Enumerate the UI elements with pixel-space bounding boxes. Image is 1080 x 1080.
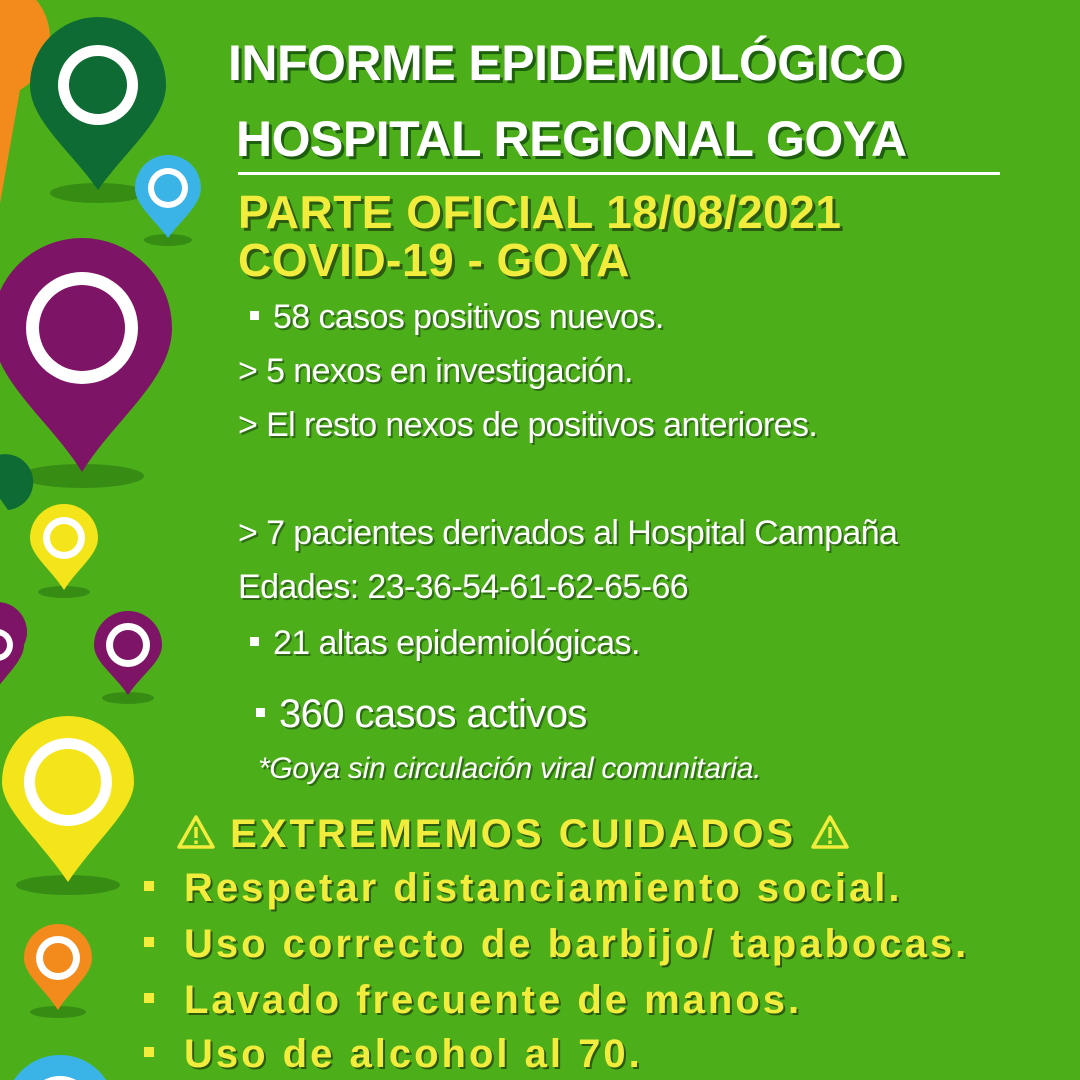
care-tip-item	[144, 1032, 643, 1077]
map-pin-icon	[24, 924, 92, 1018]
care-title: EXTREMEMOS CUIDADOS	[230, 812, 797, 856]
discharges-line	[250, 624, 640, 663]
bullet-icon	[144, 993, 154, 1003]
official-report-date: PARTE OFICIAL 18/08/2021	[238, 186, 842, 238]
report-title-line1: INFORME EPIDEMIOLÓGICO	[228, 35, 904, 91]
circulation-note: *Goya sin circulación viral comunitaria.	[258, 752, 762, 785]
bullet-icon	[256, 708, 265, 717]
care-tip-text: Uso de alcohol al 70.	[184, 1032, 643, 1076]
map-pin-icon	[30, 504, 98, 598]
care-tip-item	[144, 866, 902, 911]
bullet-icon	[250, 637, 259, 646]
bullet-icon	[250, 311, 259, 320]
map-pin-icon	[2, 716, 134, 895]
map-pin-icon	[94, 611, 162, 704]
map-pins-decoration	[0, 0, 260, 1080]
map-pin-icon	[0, 0, 50, 260]
map-pin-icon	[0, 602, 27, 695]
care-tip-item	[144, 922, 969, 967]
map-pin-icon	[135, 155, 201, 246]
map-pin-icon	[5, 1055, 115, 1080]
warning-icon	[176, 814, 216, 850]
care-tip-text: Respetar distanciamiento social.	[184, 866, 903, 910]
new-cases-text: 58 casos positivos nuevos.	[273, 298, 664, 336]
care-tip-text: Uso correcto de barbijo/ tapabocas.	[184, 922, 970, 966]
discharges-text: 21 altas epidemiológicas.	[273, 624, 640, 662]
new-cases-line	[250, 298, 664, 337]
active-cases-text: 360 casos activos	[279, 692, 587, 736]
map-pin-icon	[0, 454, 33, 510]
ages-line: Edades: 23-36-54-61-62-65-66	[238, 568, 689, 606]
bullet-icon	[144, 1047, 154, 1057]
header-underline	[238, 172, 1000, 175]
map-pin-icon	[0, 238, 172, 488]
care-title-line	[176, 812, 850, 857]
care-tip-text: Lavado frecuente de manos.	[184, 978, 803, 1022]
investigation-line: > 5 nexos en investigación.	[238, 352, 633, 390]
previous-links-line: > El resto nexos de positivos anteriores.	[238, 406, 818, 444]
bullet-icon	[144, 937, 154, 947]
care-tip-item	[144, 978, 802, 1023]
report-subject: COVID-19 - GOYA	[238, 234, 630, 286]
bullet-icon	[144, 881, 154, 891]
active-cases-line	[256, 692, 587, 737]
derived-patients-line: > 7 pacientes derivados al Hospital Campaña	[238, 514, 898, 552]
report-title-line2: HOSPITAL REGIONAL GOYA	[236, 111, 907, 167]
warning-icon	[810, 814, 850, 850]
